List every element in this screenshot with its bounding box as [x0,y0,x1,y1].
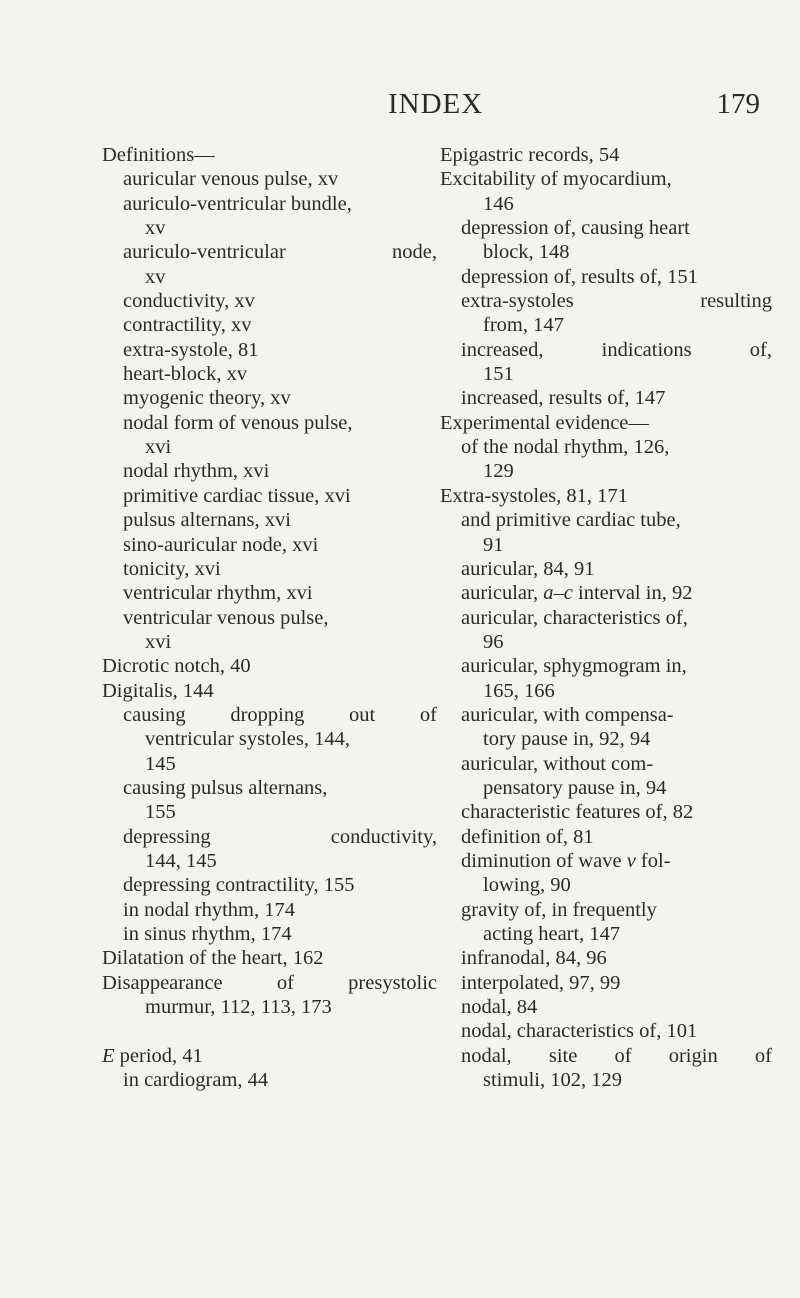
index-text: 146 [483,192,514,215]
index-text: auricular, [461,582,544,605]
index-text: depressing contractility, 155 [123,874,355,897]
index-word: extra-systoles [461,290,574,313]
index-subentry [440,435,772,459]
index-text: of the nodal rhythm, 126, [461,436,670,459]
index-subentry [102,459,437,483]
index-entry [102,143,437,167]
index-text: causing pulsus alternans, [123,776,328,799]
index-subentry [440,946,772,970]
index-subentry [102,192,437,216]
index-subentry [102,557,437,581]
index-text: nodal form of venous pulse, [123,411,353,434]
index-continuation [440,459,772,483]
index-word: causing [123,703,186,726]
index-text: Dilatation of the heart, 162 [102,947,324,970]
index-text: interval in, 92 [572,582,693,605]
index-continuation [440,679,772,703]
index-continuation [440,240,772,264]
index-subentry [102,703,437,727]
index-text: heart-block, xv [123,363,248,386]
index-text: xvi [145,436,172,459]
index-text: Experimental evidence— [440,411,649,434]
index-text: Digitalis, 144 [102,679,214,702]
index-continuation [440,362,772,386]
index-entry [102,654,437,678]
index-subentry [440,1044,772,1068]
index-text: diminution of wave [461,849,627,872]
index-text: ventricular rhythm, xvi [123,582,313,605]
index-text: depression of, results of, 151 [461,265,698,288]
index-word: of [754,1044,772,1067]
index-continuation [440,313,772,337]
page-number: 179 [716,88,760,120]
index-word: node, [392,241,437,264]
index-continuation [102,265,437,289]
index-text: 91 [483,533,504,556]
index-text: nodal rhythm, xvi [123,460,270,483]
index-text: 96 [483,630,504,653]
index-subentry [102,825,437,849]
index-subentry [440,703,772,727]
index-continuation [102,216,437,240]
index-word: increased, [461,338,544,361]
page-header [0,88,800,128]
index-text: 155 [145,801,176,824]
index-word: indications [601,338,692,361]
index-continuation [102,800,437,824]
index-subentry [440,752,772,776]
index-text: period, 41 [114,1044,203,1067]
index-text: from, 147 [483,314,564,337]
index-continuation [440,776,772,800]
index-text: contractility, xv [123,314,252,337]
index-subentry [102,898,437,922]
index-continuation [440,1068,772,1092]
index-word: Disappearance [102,971,223,994]
index-text: 145 [145,752,176,775]
index-text: auricular, without com- [461,752,654,775]
index-subentry [102,484,437,508]
index-column-right [440,143,772,1092]
index-continuation [440,630,772,654]
index-text: myogenic theory, xv [123,387,291,410]
index-subentry [102,289,437,313]
index-word: origin [668,1044,718,1067]
index-subentry [102,581,437,605]
index-text: tonicity, xvi [123,557,221,580]
index-subentry [440,654,772,678]
index-subentry [102,240,437,264]
index-subentry [102,533,437,557]
index-word: site [548,1044,578,1067]
index-subentry [440,581,772,605]
blank-line [102,1019,437,1043]
index-word: presystolic [348,971,437,994]
index-text: infranodal, 84, 96 [461,947,607,970]
index-text: auricular, characteristics of, [461,606,688,629]
index-subentry [102,338,437,362]
index-entry [440,143,772,167]
index-text: stimuli, 102, 129 [483,1069,622,1092]
index-continuation [102,752,437,776]
index-subentry [440,338,772,362]
index-entry [102,1044,437,1068]
index-continuation [102,849,437,873]
running-head: INDEX [388,88,484,120]
index-continuation [440,192,772,216]
index-text: conductivity, xv [123,290,255,313]
index-text: lowing, 90 [483,874,571,897]
index-word: of [419,703,437,726]
index-italic-term: a–c [543,582,573,605]
index-text: auriculo-ventricular bundle, [123,192,352,215]
index-continuation [440,533,772,557]
index-word: of [614,1044,632,1067]
index-word: conductivity, [330,825,437,848]
index-subentry [440,1019,772,1043]
index-text: nodal, characteristics of, 101 [461,1020,698,1043]
index-italic-term: v [626,849,636,872]
index-subentry [440,971,772,995]
index-word: dropping [230,703,305,726]
index-text: ventricular venous pulse, [123,606,329,629]
index-continuation [102,995,437,1019]
index-subentry [440,995,772,1019]
index-word: of, [749,338,772,361]
index-text: in sinus rhythm, 174 [123,923,292,945]
index-entry [102,946,437,970]
index-word: depressing [123,825,211,848]
index-text: murmur, 112, 113, 173 [145,996,332,1019]
index-subentry [440,216,772,240]
index-text: definition of, 81 [461,825,594,848]
index-text: xv [145,265,166,288]
index-subentry [102,313,437,337]
index-text: 129 [483,460,514,483]
index-subentry [102,167,437,191]
index-text: sino-auricular node, xvi [123,533,319,556]
index-text: xv [145,217,166,240]
index-continuation [440,727,772,751]
index-subentry [102,873,437,897]
index-text: interpolated, 97, 99 [461,971,621,994]
index-continuation [440,922,772,946]
index-text: pensatory pause in, 94 [483,776,667,799]
index-subentry [440,508,772,532]
index-text: Dicrotic notch, 40 [102,655,251,678]
index-entry [440,167,772,191]
index-entry [102,971,437,995]
index-continuation [102,630,437,654]
index-subentry [102,386,437,410]
index-subentry [440,825,772,849]
index-italic-term: E [102,1044,115,1067]
index-text: Excitability of myocardium, [440,168,672,191]
index-text: fol- [635,849,671,872]
index-text: xvi [145,630,172,653]
index-text: nodal, 84 [461,996,538,1019]
index-entry [440,411,772,435]
index-subentry [440,800,772,824]
index-text: Definitions— [102,144,215,166]
index-subentry [440,265,772,289]
index-text: characteristic features of, 82 [461,801,694,824]
index-continuation [102,435,437,459]
index-subentry [440,606,772,630]
index-column-left [102,143,437,1092]
index-word: out [349,703,376,726]
index-subentry [102,362,437,386]
index-text: pulsus alternans, xvi [123,509,291,532]
index-subentry [440,289,772,313]
index-text: acting heart, 147 [483,923,621,945]
index-text: in cardiogram, 44 [123,1069,269,1092]
index-text: block, 148 [483,241,570,264]
index-text: in nodal rhythm, 174 [123,898,295,921]
index-subentry [102,411,437,435]
index-text: primitive cardiac tissue, xvi [123,484,351,507]
index-subentry [102,508,437,532]
index-text: 151 [483,363,514,386]
index-entry [440,484,772,508]
index-subentry [440,849,772,873]
index-continuation [440,873,772,897]
index-text: 144, 145 [145,849,217,872]
index-text: Epigastric records, 54 [440,144,620,166]
index-subentry [102,606,437,630]
index-subentry [102,1068,437,1092]
index-entry [102,679,437,703]
index-text: increased, results of, 147 [461,387,666,410]
index-word: resulting [700,290,772,313]
index-text: Extra-systoles, 81, 171 [440,484,628,507]
index-text: auricular, with compensa- [461,703,674,726]
index-text: depression of, causing heart [461,217,690,240]
index-text: auricular, sphygmogram in, [461,655,687,678]
index-text: auricular venous pulse, xv [123,168,339,191]
index-subentry [440,557,772,581]
index-subentry [102,922,437,946]
index-continuation [102,727,437,751]
index-word: auriculo-ventricular [123,241,286,264]
index-text: 165, 166 [483,679,555,702]
index-subentry [440,898,772,922]
index-text: and primitive cardiac tube, [461,509,681,532]
index-text: extra-systole, 81 [123,338,259,361]
index-word: nodal, [461,1044,512,1067]
index-text: gravity of, in frequently [461,898,657,921]
index-subentry [102,776,437,800]
index-text: auricular, 84, 91 [461,557,595,580]
index-subentry [440,386,772,410]
index-text: tory pause in, 92, 94 [483,728,651,751]
index-word: of [276,971,294,994]
index-text: ventricular systoles, 144, [145,728,350,751]
